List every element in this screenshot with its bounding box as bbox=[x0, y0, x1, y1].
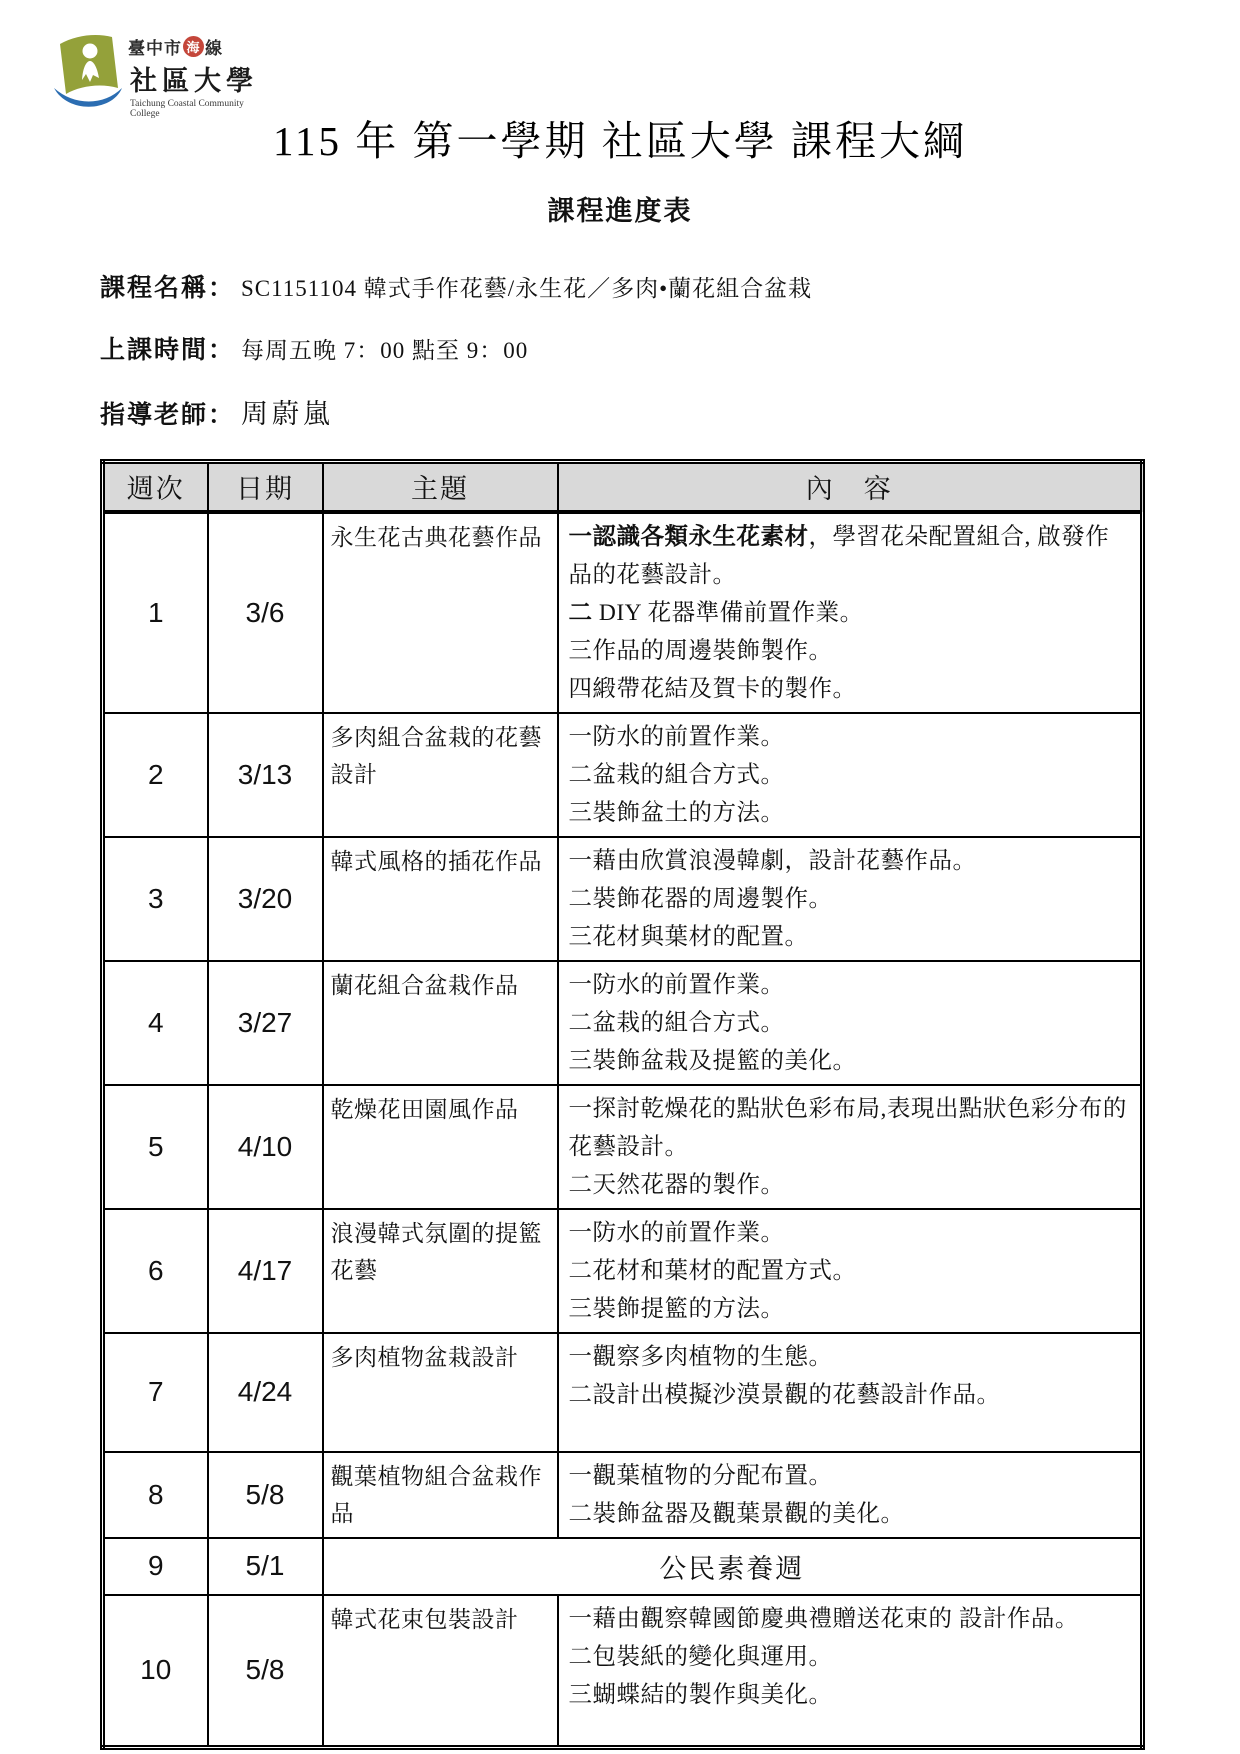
date-cell: 4/24 bbox=[208, 1333, 323, 1452]
content-item: 二天然花器的製作。 bbox=[568, 1171, 785, 1198]
content-cell bbox=[558, 713, 1143, 837]
topic-cell: 浪漫韓式氛圍的提籃花藝 bbox=[323, 1209, 558, 1333]
topic-cell: 韓式風格的插花作品 bbox=[323, 837, 558, 961]
week-cell: 1 bbox=[103, 512, 208, 713]
content-item: 一探討乾燥花的點狀色彩布局,表現出點狀色彩分布的花藝設計。 bbox=[568, 1095, 1127, 1160]
class-time-label: 上課時間： bbox=[100, 336, 236, 364]
week-cell: 3 bbox=[103, 837, 208, 961]
content-cell bbox=[558, 512, 1143, 713]
schedule-table-header bbox=[103, 462, 1143, 512]
week-cell: 9 bbox=[103, 1538, 208, 1595]
date-cell: 3/6 bbox=[208, 512, 323, 713]
table-row bbox=[103, 1538, 1143, 1595]
content-item: 一觀察多肉植物的生態。 bbox=[568, 1343, 833, 1370]
content-item: 一藉由欣賞浪漫韓劇，設計花藝作品。 bbox=[568, 847, 977, 874]
content-item: 三裝飾盆土的方法。 bbox=[568, 799, 785, 826]
table-row bbox=[103, 1333, 1143, 1452]
content-item: 一防水的前置作業。 bbox=[568, 971, 785, 998]
col-header-topic: 主題 bbox=[323, 462, 558, 512]
content-item: 二盆栽的組合方式。 bbox=[568, 1009, 785, 1036]
course-name-line bbox=[100, 268, 1140, 304]
content-item: 二裝飾盆器及觀葉景觀的美化。 bbox=[568, 1500, 905, 1527]
content-item: 二設計出模擬沙漠景觀的花藝設計作品。 bbox=[568, 1381, 1001, 1408]
content-cell bbox=[558, 1452, 1143, 1538]
date-cell: 5/8 bbox=[208, 1452, 323, 1538]
topic-cell: 乾燥花田園風作品 bbox=[323, 1085, 558, 1209]
week-cell: 8 bbox=[103, 1452, 208, 1538]
table-row bbox=[103, 713, 1143, 837]
content-item: 四緞帶花結及賀卡的製作。 bbox=[568, 675, 857, 702]
date-cell: 4/17 bbox=[208, 1209, 323, 1333]
content-item: 三花材與葉材的配置。 bbox=[568, 923, 809, 950]
table-row bbox=[103, 1595, 1143, 1748]
content-cell bbox=[558, 961, 1143, 1085]
teacher-value: 周蔚嵐 bbox=[241, 399, 335, 429]
header-row bbox=[103, 462, 1143, 512]
table-row bbox=[103, 1085, 1143, 1209]
topic-cell: 多肉組合盆栽的花藝設計 bbox=[323, 713, 558, 837]
content-cell bbox=[558, 1085, 1143, 1209]
week-cell: 7 bbox=[103, 1333, 208, 1452]
week-cell: 6 bbox=[103, 1209, 208, 1333]
col-header-content: 內 容 bbox=[558, 462, 1143, 512]
topic-cell: 多肉植物盆栽設計 bbox=[323, 1333, 558, 1452]
week-cell: 10 bbox=[103, 1595, 208, 1748]
course-meta bbox=[100, 268, 1140, 431]
date-cell: 3/20 bbox=[208, 837, 323, 961]
content-item: 三蝴蝶結的製作與美化。 bbox=[568, 1681, 833, 1708]
teacher-line bbox=[100, 392, 1140, 431]
week-cell: 5 bbox=[103, 1085, 208, 1209]
content-item: 一藉由觀察韓國節慶典禮贈送花束的 設計作品。 bbox=[568, 1605, 1079, 1632]
table-row bbox=[103, 1452, 1143, 1538]
college-name-line1 bbox=[128, 34, 262, 59]
content-item: 一防水的前置作業。 bbox=[568, 1219, 785, 1246]
college-logo-icon bbox=[52, 28, 124, 114]
schedule-table-body bbox=[103, 512, 1143, 1748]
date-cell: 5/8 bbox=[208, 1595, 323, 1748]
topic-cell: 觀葉植物組合盆栽作品 bbox=[323, 1452, 558, 1538]
table-row bbox=[103, 1209, 1143, 1333]
teacher-label: 指導老師： bbox=[100, 401, 236, 429]
course-name-value: SC1151104 韓式手作花藝/永生花／多肉•蘭花組合盆栽 bbox=[241, 276, 813, 301]
table-row bbox=[103, 837, 1143, 961]
date-cell: 3/13 bbox=[208, 713, 323, 837]
date-cell: 4/10 bbox=[208, 1085, 323, 1209]
content-item: 三作品的周邊裝飾製作。 bbox=[568, 637, 833, 664]
table-row bbox=[103, 961, 1143, 1085]
week-cell: 4 bbox=[103, 961, 208, 1085]
content-cell bbox=[558, 837, 1143, 961]
college-name-english: Taichung Coastal Community College bbox=[130, 98, 244, 119]
college-logo-text bbox=[128, 24, 262, 119]
content-item: 二 DIY 花器準備前置作業。 bbox=[568, 599, 864, 626]
schedule-table bbox=[100, 459, 1145, 1750]
class-time-value: 每周五晚 7：00 點至 9：00 bbox=[241, 338, 529, 363]
college-name-prefix: 臺中市 bbox=[128, 38, 182, 58]
date-cell: 3/27 bbox=[208, 961, 323, 1085]
content-item: 一防水的前置作業。 bbox=[568, 723, 785, 750]
class-time-line bbox=[100, 330, 1140, 366]
content-cell bbox=[558, 1595, 1143, 1748]
content-item: 三裝飾盆栽及提籃的美化。 bbox=[568, 1047, 857, 1074]
content-item: 二盆栽的組合方式。 bbox=[568, 761, 785, 788]
content-item: 一觀葉植物的分配布置。 bbox=[568, 1462, 833, 1489]
topic-cell: 蘭花組合盆栽作品 bbox=[323, 961, 558, 1085]
date-cell: 5/1 bbox=[208, 1538, 323, 1595]
content-item: 二裝飾花器的周邊製作。 bbox=[568, 885, 833, 912]
sea-seal-icon: 海 bbox=[183, 36, 204, 57]
college-name-line2: 社區大學 bbox=[130, 65, 258, 96]
topic-cell: 永生花古典花藝作品 bbox=[323, 512, 558, 713]
week-cell: 2 bbox=[103, 713, 208, 837]
table-row bbox=[103, 512, 1143, 713]
col-header-week: 週次 bbox=[103, 462, 208, 512]
topic-cell: 韓式花束包裝設計 bbox=[323, 1595, 558, 1748]
college-logo bbox=[52, 28, 262, 119]
merged-cell: 公民素養週 bbox=[323, 1538, 1143, 1595]
college-name-suffix: 線 bbox=[205, 38, 223, 58]
col-header-date: 日期 bbox=[208, 462, 323, 512]
content-item: 二花材和葉材的配置方式。 bbox=[568, 1257, 857, 1284]
content-cell bbox=[558, 1209, 1143, 1333]
content-item: 一認識各類永生花素材，學習花朵配置組合, 啟發作品的花藝設計。 bbox=[568, 523, 1110, 588]
content-item: 二包裝紙的變化與運用。 bbox=[568, 1643, 833, 1670]
page-subtitle: 課程進度表 bbox=[547, 196, 693, 226]
content-item: 三裝飾提籃的方法。 bbox=[568, 1295, 785, 1322]
content-cell bbox=[558, 1333, 1143, 1452]
course-name-label: 課程名稱： bbox=[100, 274, 236, 302]
page-title: 115 年 第一學期 社區大學 課程大綱 bbox=[273, 118, 967, 164]
